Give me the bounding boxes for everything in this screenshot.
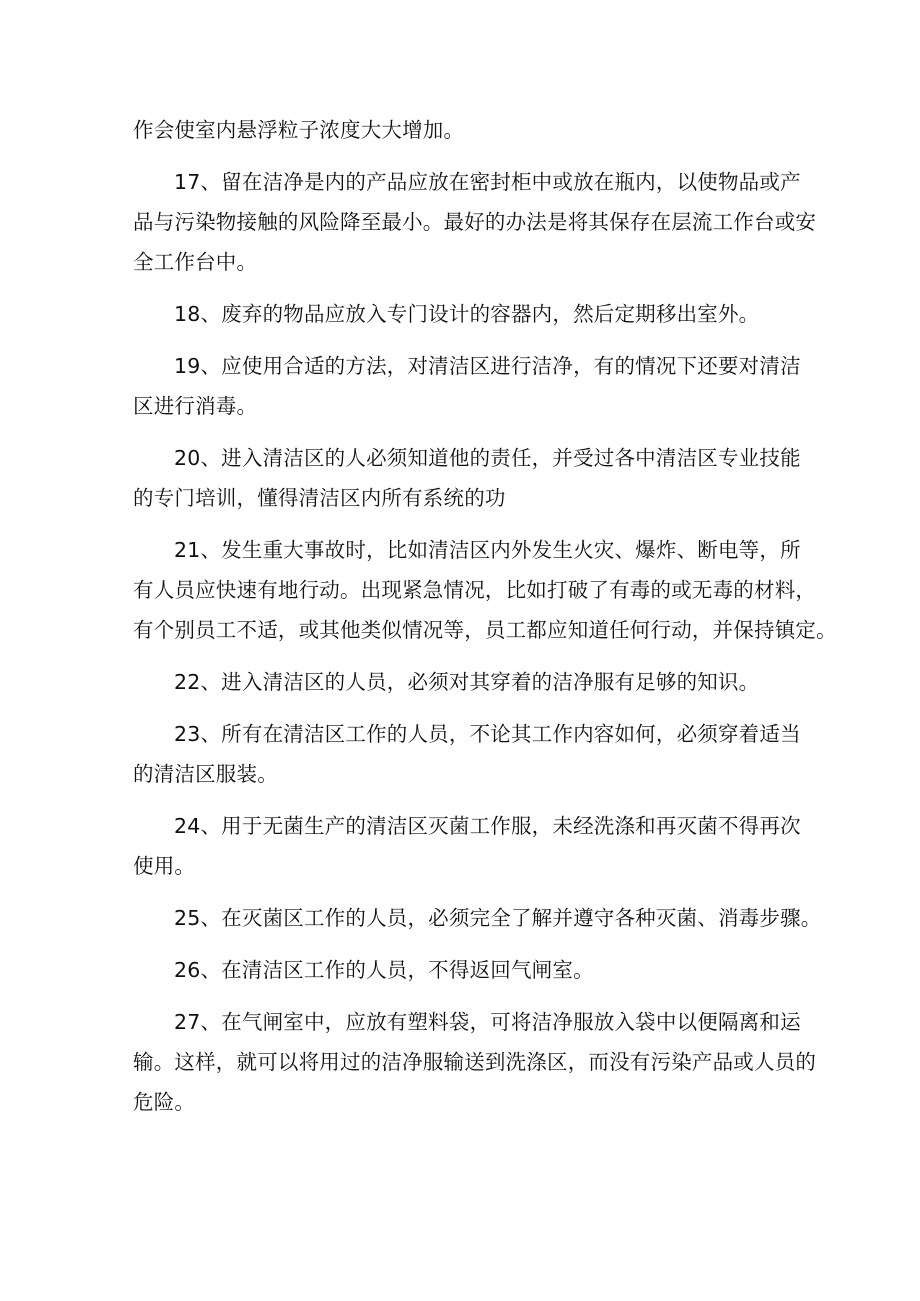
text-line: 19、应使用合适的方法，对清洁区进行洁净，有的情况下还要对清洁 xyxy=(174,354,801,378)
document-body xyxy=(133,110,837,1134)
paragraph-item-18 xyxy=(133,294,793,334)
text-line: 区进行消毒。 xyxy=(133,394,258,418)
paragraph-item-25 xyxy=(133,898,822,938)
text-line: 23、所有在清洁区工作的人员，不论其工作内容如何，必须穿着适当 xyxy=(174,722,801,746)
text-line: 有个别员工不适，或其他类似情况等，员工都应知道任何行动，并保持镇定。 xyxy=(133,618,837,642)
text-line: 有人员应快速有地行动。出现紧急情况，比如打破了有毒的或无毒的材料， xyxy=(133,578,817,602)
paragraph-item-23 xyxy=(133,714,801,794)
text-line: 17、留在洁净是内的产品应放在密封柜中或放在瓶内，以使物品或产 xyxy=(174,170,801,194)
paragraph-item-20 xyxy=(133,438,801,518)
text-line: 输。这样，就可以将用过的洁净服输送到洗涤区，而没有污染产品或人员的 xyxy=(133,1050,817,1074)
paragraph-item-19 xyxy=(133,346,801,426)
text-line: 危险。 xyxy=(133,1090,196,1114)
text-line: 的清洁区服装。 xyxy=(133,762,278,786)
text-line: 作会使室内悬浮粒子浓度大大增加。 xyxy=(133,118,465,142)
paragraph-item-21 xyxy=(133,530,837,650)
text-line: 21、发生重大事故时，比如清洁区内外发生火灾、爆炸、断电等，所 xyxy=(174,538,801,562)
text-line: 26、在清洁区工作的人员，不得返回气闸室。 xyxy=(174,958,594,982)
text-line: 全工作台中。 xyxy=(133,250,258,274)
text-line: 的专门培训，懂得清洁区内所有系统的功 xyxy=(133,486,506,510)
text-line: 18、废弃的物品应放入专门设计的容器内，然后定期移出室外。 xyxy=(174,302,760,326)
paragraph-item-22 xyxy=(133,662,793,702)
paragraph-item-27 xyxy=(133,1002,817,1122)
text-line: 20、进入清洁区的人必须知道他的责任，并受过各中清洁区专业技能 xyxy=(174,446,801,470)
text-line: 24、用于无菌生产的清洁区灭菌工作服，未经洗涤和再灭菌不得再次 xyxy=(174,814,801,838)
text-line: 25、在灭菌区工作的人员，必须完全了解并遵守各种灭菌、消毒步骤。 xyxy=(174,906,822,930)
paragraph-item-26 xyxy=(133,950,793,990)
text-line: 22、进入清洁区的人员，必须对其穿着的洁净服有足够的知识。 xyxy=(174,670,760,694)
paragraph-item-24 xyxy=(133,806,801,886)
text-line: 使用。 xyxy=(133,854,196,878)
paragraph xyxy=(133,110,793,150)
paragraph-item-17 xyxy=(133,162,817,282)
text-line: 27、在气闸室中，应放有塑料袋，可将洁净服放入袋中以便隔离和运 xyxy=(174,1010,801,1034)
text-line: 品与污染物接触的风险降至最小。最好的办法是将其保存在层流工作台或安 xyxy=(133,210,817,234)
